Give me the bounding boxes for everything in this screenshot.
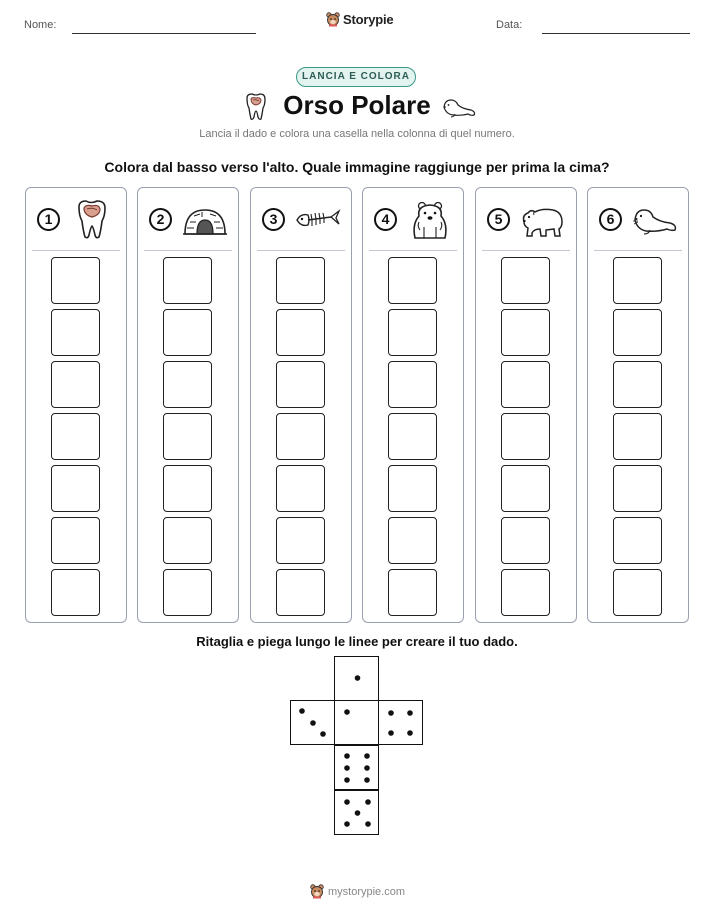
color-box[interactable]	[388, 309, 437, 356]
seal-icon	[441, 95, 477, 119]
color-box[interactable]	[163, 309, 212, 356]
name-label: Nome:	[24, 19, 57, 31]
column-6	[587, 187, 689, 623]
color-box[interactable]	[51, 413, 100, 460]
color-box[interactable]	[501, 517, 550, 564]
color-box[interactable]	[501, 465, 550, 512]
color-box[interactable]	[388, 569, 437, 616]
color-box[interactable]	[163, 517, 212, 564]
color-box[interactable]	[613, 517, 662, 564]
column-2	[137, 187, 239, 623]
color-box[interactable]	[51, 361, 100, 408]
color-box[interactable]	[613, 309, 662, 356]
column-number: 2	[149, 208, 172, 231]
page-title: Orso Polare	[283, 90, 431, 120]
column-divider	[369, 250, 457, 251]
color-box[interactable]	[501, 569, 550, 616]
color-box[interactable]	[613, 413, 662, 460]
color-box[interactable]	[613, 465, 662, 512]
igloo-icon	[182, 200, 228, 240]
color-box[interactable]	[276, 413, 325, 460]
instructions-subtitle: Lancia il dado e colora una casella nella colonna di quel numero.	[199, 128, 515, 140]
tooth-icon	[70, 200, 116, 240]
column-number: 1	[37, 208, 60, 231]
column-4	[362, 187, 464, 623]
footer-url[interactable]: mystorypie.com	[328, 885, 406, 898]
activity-badge: LANCIA E COLORA	[296, 67, 416, 87]
color-box[interactable]	[163, 569, 212, 616]
color-box[interactable]	[51, 309, 100, 356]
date-line[interactable]	[542, 33, 690, 34]
color-box[interactable]	[276, 309, 325, 356]
die-face-1	[334, 656, 379, 701]
color-box[interactable]	[613, 569, 662, 616]
color-box[interactable]	[501, 309, 550, 356]
color-box[interactable]	[163, 361, 212, 408]
column-divider	[482, 250, 570, 251]
color-box[interactable]	[163, 413, 212, 460]
polar-bear-sitting-icon	[407, 200, 453, 240]
game-question: Colora dal basso verso l'alto. Quale immagine raggiunge per prima la cima?	[104, 159, 610, 175]
column-divider	[257, 250, 345, 251]
column-3	[250, 187, 352, 623]
color-box[interactable]	[501, 257, 550, 304]
column-number: 5	[487, 208, 510, 231]
die-face-6	[334, 745, 379, 790]
color-box[interactable]	[163, 257, 212, 304]
tooth-icon	[243, 93, 269, 121]
column-divider	[144, 250, 232, 251]
bear-mascot-icon	[326, 12, 340, 27]
color-box[interactable]	[501, 413, 550, 460]
date-label: Data:	[496, 19, 523, 31]
color-box[interactable]	[51, 257, 100, 304]
polar-bear-walking-icon	[520, 200, 566, 240]
column-divider	[594, 250, 682, 251]
color-box[interactable]	[388, 413, 437, 460]
die-face-1	[334, 700, 379, 745]
color-box[interactable]	[388, 257, 437, 304]
color-box[interactable]	[163, 465, 212, 512]
color-box[interactable]	[51, 517, 100, 564]
color-box[interactable]	[388, 465, 437, 512]
column-number: 4	[374, 208, 397, 231]
column-number: 6	[599, 208, 622, 231]
color-box[interactable]	[276, 465, 325, 512]
color-box[interactable]	[501, 361, 550, 408]
brand-logo	[326, 12, 393, 27]
die-face-3	[290, 700, 335, 745]
color-box[interactable]	[51, 569, 100, 616]
footer	[310, 884, 405, 899]
column-5	[475, 187, 577, 623]
cut-instruction: Ritaglia e piega lungo le linee per creare il tuo dado.	[196, 634, 518, 649]
color-box[interactable]	[51, 465, 100, 512]
color-box[interactable]	[388, 517, 437, 564]
color-box[interactable]	[276, 517, 325, 564]
column-number: 3	[262, 208, 285, 231]
color-box[interactable]	[613, 257, 662, 304]
color-box[interactable]	[613, 361, 662, 408]
column-1	[25, 187, 127, 623]
color-box[interactable]	[276, 569, 325, 616]
color-box[interactable]	[276, 361, 325, 408]
fish-skeleton-icon	[295, 200, 341, 240]
color-box[interactable]	[276, 257, 325, 304]
brand-name: Storypie	[343, 12, 394, 27]
name-line[interactable]	[72, 33, 256, 34]
die-face-5	[334, 790, 379, 835]
die-face-4	[378, 700, 423, 745]
color-box[interactable]	[388, 361, 437, 408]
bear-mascot-icon	[310, 884, 324, 899]
seal-icon	[632, 200, 678, 240]
column-divider	[32, 250, 120, 251]
